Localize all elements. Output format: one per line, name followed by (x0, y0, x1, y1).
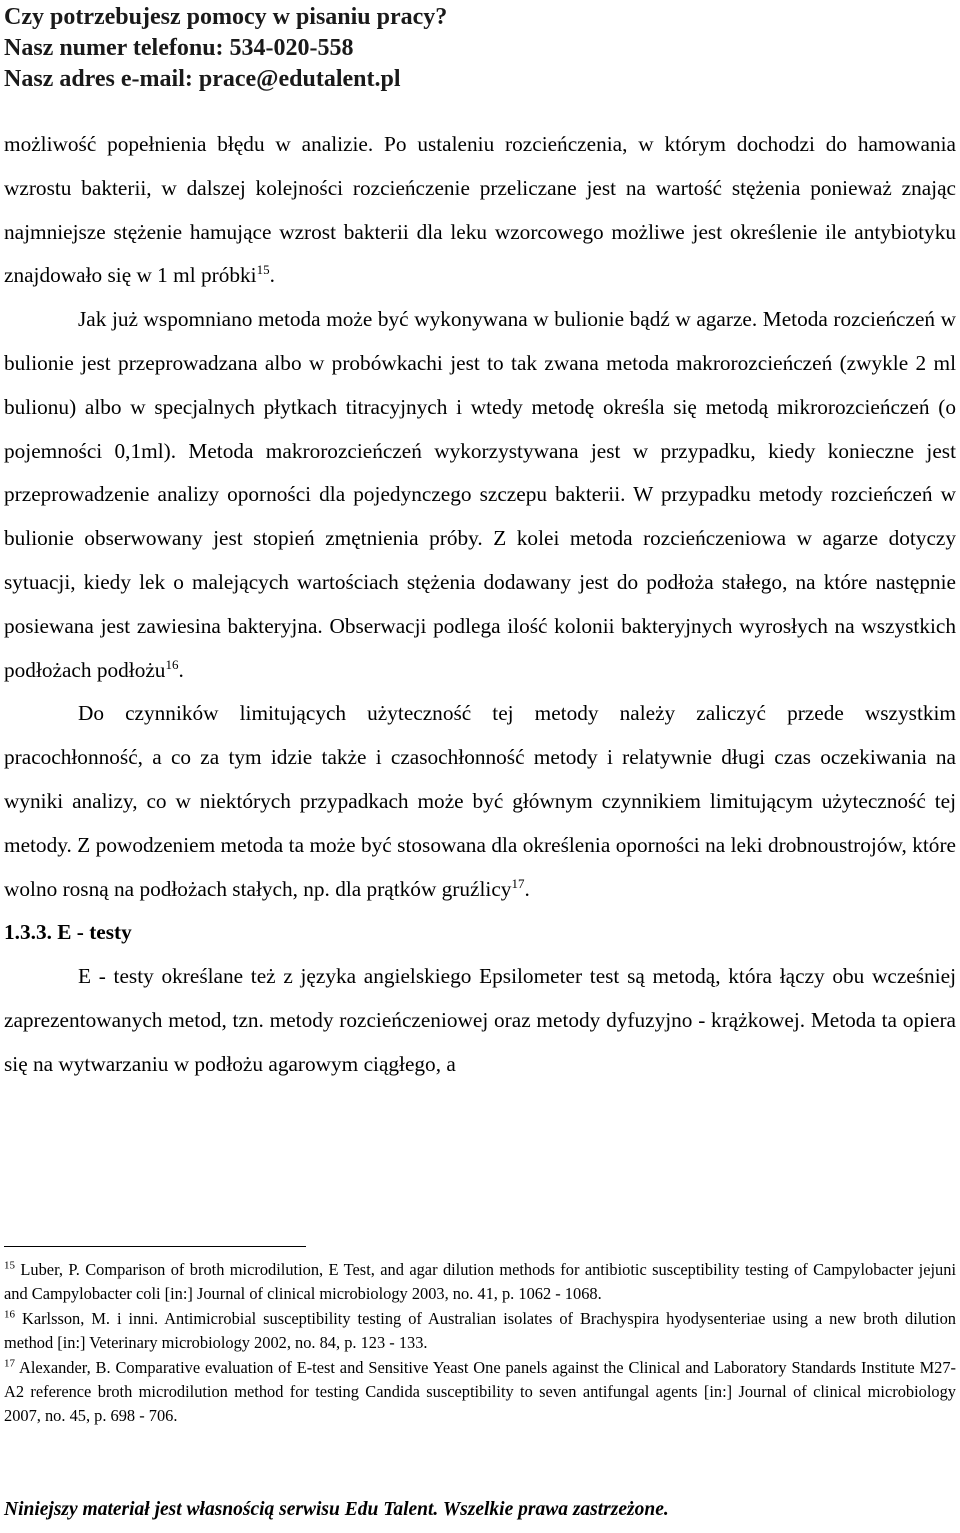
footnote-number: 16 (4, 1308, 15, 1321)
footnote-16 (4, 1307, 956, 1356)
paragraph-4: E - testy określane też z języka angielskiego Epsilometer test są metodą, która łączy obu wcześniej zaprezentowanych metod, tzn. metody rozcieńczeniowej oraz metody dyfuzyjno - krążkowej. Metoda ta opiera się na wytwarzaniu w podłożu agarowym ciągłego, a (4, 964, 956, 1076)
paragraph-2-text: Jak już wspomniano metoda może być wykonywana w bulionie bądź w agarze. Metoda rozcieńczeń w bulionie jest przeprowadzana albo w probówkachi jest to tak zwana metoda makrorozcieńczeń (zwykle 2 ml bulionu) albo w specjalnych płytkach titracyjnych i wtedy metodę określa się metodą mikrorozcieńczeń (o pojemności 0,1ml). Metoda makrorozcieńczeń wykorzystywana jest w przypadku, kiedy konieczne jest przeprowadzenie analizy oporności dla pojedynczego szczepu bakterii. W przypadku metody rozcieńczeń w bulionie obserwowany jest stopień zmętnienia próby. Z kolei metoda rozcieńczeniowa w agarze dotyczy sytuacji, kiedy lek o malejących wartościach stężenia dodawany jest do podłoża stałego, na które następnie posiewana jest zawiesina bakteryjna. Obserwacji podlega ilość kolonii bakteryjnych wyrosłych na wszystkich podłożach podłożu (4, 307, 956, 682)
paragraph-1-end: . (269, 263, 275, 288)
section-heading: 1.3.3. E - testy (4, 920, 132, 945)
document-body (4, 123, 956, 1087)
footnote-17 (4, 1356, 956, 1429)
paragraph-2 (4, 298, 956, 692)
footnote-number: 17 (4, 1357, 15, 1370)
paragraph-3 (4, 692, 956, 911)
footnote-ref-16[interactable]: 16 (165, 656, 179, 672)
paragraph-1-text: możliwość popełnienia błędu w analizie. Po ustaleniu rozcieńczenia, w którym dochodzi do hamowania wzrostu bakterii, w dalszej kolejności rozcieńczenie przeliczane jest na wartość stężenia ponieważ znając najmniejsze stężenie hamujące wzrost bakterii dla leku wzorcowego możliwe jest określenie ile antybiotyku znajdowało się w 1 ml próbki (4, 132, 956, 288)
footnote-text: Alexander, B. Comparative evaluation of E-test and Sensitive Yeast One panels against the Clinical and Laboratory Standards Institute M27-A2 reference broth microdilution method for testing Candida susceptibility to seven antifungal agents [in:] Journal of clinical microbiology 2007, no. 45, p. 698 - 706. (4, 1357, 956, 1426)
header-email-line: Nasz adres e-mail: prace@edutalent.pl (4, 66, 401, 92)
contact-header (4, 2, 447, 95)
footnote-number: 15 (4, 1259, 15, 1272)
footnote-ref-15[interactable]: 15 (256, 262, 270, 278)
footnote-text: Luber, P. Comparison of broth microdilution, E Test, and agar dilution methods for antibiotic susceptibility testing of Campylobacter jejuni and Campylobacter coli [in:] Journal of clinical microbiology 2003, no. 41, p. 1062 - 1068. (4, 1260, 956, 1304)
footnote-ref-17[interactable]: 17 (511, 875, 525, 891)
paragraph-1 (4, 123, 956, 298)
footnote-separator (4, 1246, 306, 1247)
header-phone-line: Nasz numer telefonu: 534-020-558 (4, 35, 354, 61)
footnote-text: Karlsson, M. i inni. Antimicrobial susceptibility testing of Australian isolates of Brachyspira hyodysenteriae using a new broth dilution method [in:] Veterinary microbiology 2002, no. 84, p. 123 - 133. (4, 1308, 956, 1353)
paragraph-3-end: . (524, 876, 530, 901)
copyright-footer: Niniejszy materiał jest własnością serwisu Edu Talent. Wszelkie prawa zastrzeżone. (4, 1499, 669, 1520)
paragraph-2-end: . (178, 657, 184, 682)
footnotes (4, 1258, 956, 1429)
header-help-line: Czy potrzebujesz pomocy w pisaniu pracy? (4, 4, 448, 30)
paragraph-3-text: Do czynników limitujących użyteczność tej metody należy zaliczyć przede wszystkim pracochłonność, a co za tym idzie także i czasochłonność metody i relatywnie długi czas oczekiwania na wyniki analizy, co w niektórych przypadkach może być głównym czynnikiem limitującym użyteczność tej metody. Z powodzeniem metoda ta może być stosowana dla określenia oporności na leki drobnoustrojów, które wolno rosną na podłożach stałych, np. dla prątków gruźlicy (4, 701, 956, 901)
footnote-15 (4, 1258, 956, 1307)
